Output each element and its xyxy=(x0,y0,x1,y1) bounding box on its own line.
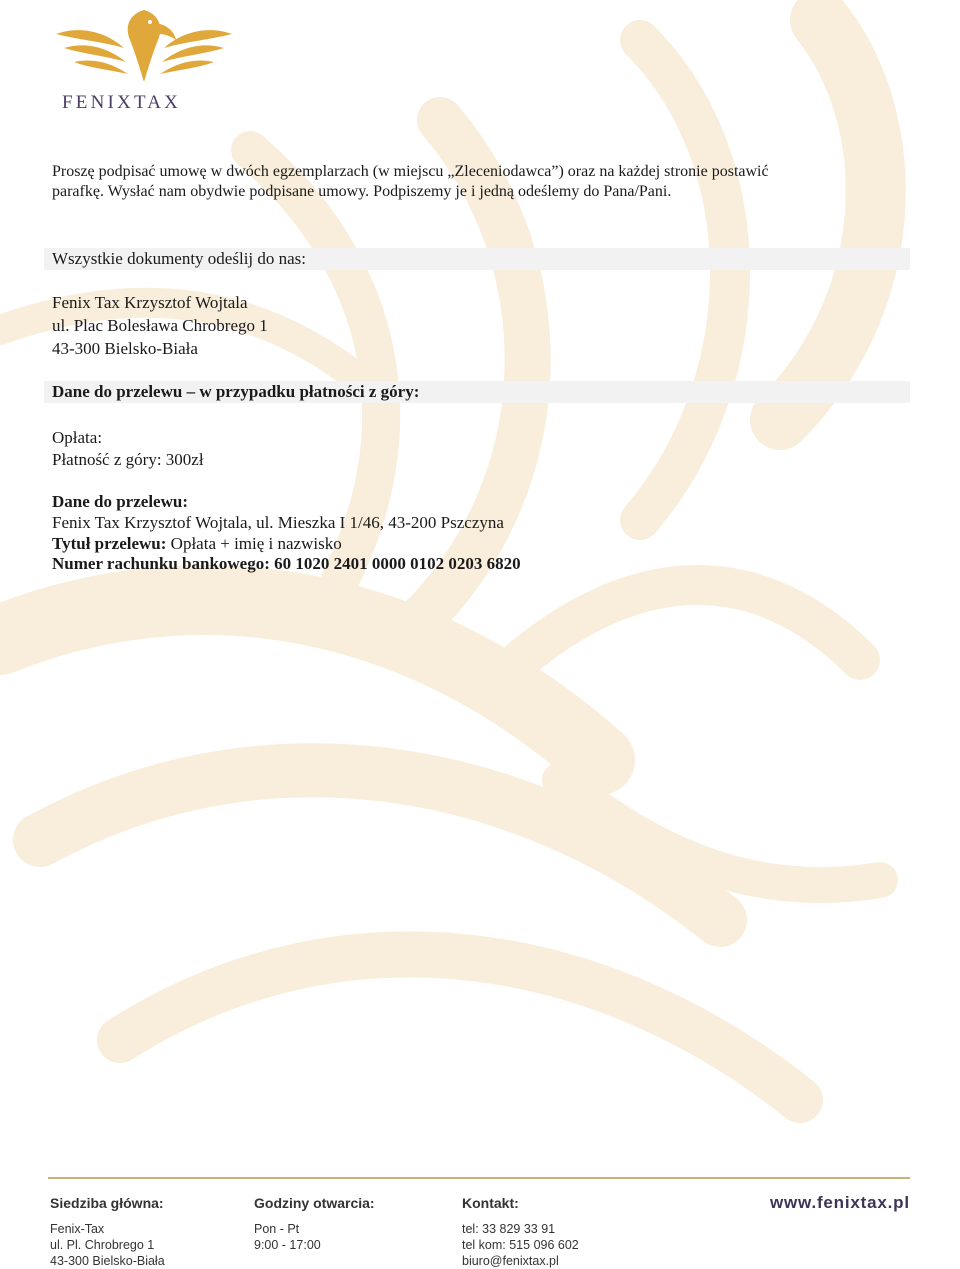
intro-paragraph xyxy=(52,162,882,202)
footer-hours-line: 9:00 - 17:00 xyxy=(254,1238,321,1252)
fee-label: Opłata: xyxy=(52,428,103,447)
transfer-title-value: Opłata + imię i nazwisko xyxy=(166,534,342,553)
transfer-label: Dane do przelewu: xyxy=(52,492,188,511)
footer-contact-mobile: tel kom: 515 096 602 xyxy=(462,1238,579,1252)
footer-website-link[interactable]: www.fenixtax.pl xyxy=(770,1193,910,1212)
footer-hours xyxy=(254,1193,375,1253)
footer-divider xyxy=(48,1177,910,1179)
transfer-title-label: Tytuł przelewu: xyxy=(52,534,167,553)
address-line-3: 43-300 Bielsko-Biała xyxy=(52,339,198,358)
address-line-1: Fenix Tax Krzysztof Wojtala xyxy=(52,293,248,312)
footer-contact-email[interactable]: biuro@fenixtax.pl xyxy=(462,1254,559,1268)
fenix-tax-logo xyxy=(48,6,240,116)
brand-name-part2: TAX xyxy=(133,92,182,113)
footer-contact-phone: tel: 33 829 33 91 xyxy=(462,1222,556,1236)
footer-hq-heading: Siedziba główna: xyxy=(50,1195,164,1211)
footer-hq-line: 43-300 Bielsko-Biała xyxy=(50,1254,165,1268)
transfer-title-row xyxy=(52,533,342,555)
footer-contact xyxy=(462,1193,579,1269)
intro-line-1: Proszę podpisać umowę w dwóch egzemplarzach (w miejscu „Zleceniodawca”) oraz na każdej stronie postawić xyxy=(52,163,769,180)
account-number-label: Numer rachunku bankowego: xyxy=(52,554,270,573)
footer-hq-line: ul. Pl. Chrobrego 1 xyxy=(50,1238,155,1252)
brand-name-part1: FENIX xyxy=(62,92,134,113)
footer-hq xyxy=(50,1193,165,1269)
transfer-recipient: Fenix Tax Krzysztof Wojtala, ul. Mieszka I 1/46, 43-200 Pszczyna xyxy=(52,513,504,532)
brand-name xyxy=(62,92,232,114)
address-line-2: ul. Plac Bolesława Chrobrego 1 xyxy=(52,316,268,335)
intro-line-2: parafkę. Wysłać nam obydwie podpisane umowy. Podpiszemy je i jedną odeślemy do Pana/Pani. xyxy=(52,183,672,200)
footer-hours-heading: Godziny otwarcia: xyxy=(254,1195,375,1211)
account-number-value: 60 1020 2401 0000 0102 0203 6820 xyxy=(269,554,521,573)
footer-hours-line: Pon - Pt xyxy=(254,1222,300,1236)
account-number-row xyxy=(52,553,521,575)
footer-contact-heading: Kontakt: xyxy=(462,1195,519,1211)
fee-value: Płatność z góry: 300zł xyxy=(52,450,204,469)
send-section-heading: Wszystkie dokumenty odeślij do nas: xyxy=(52,249,307,268)
phoenix-logo-icon xyxy=(48,6,240,90)
transfer-section-heading: Dane do przelewu – w przypadku płatności z góry: xyxy=(52,382,420,401)
footer-hq-line: Fenix-Tax xyxy=(50,1222,105,1236)
